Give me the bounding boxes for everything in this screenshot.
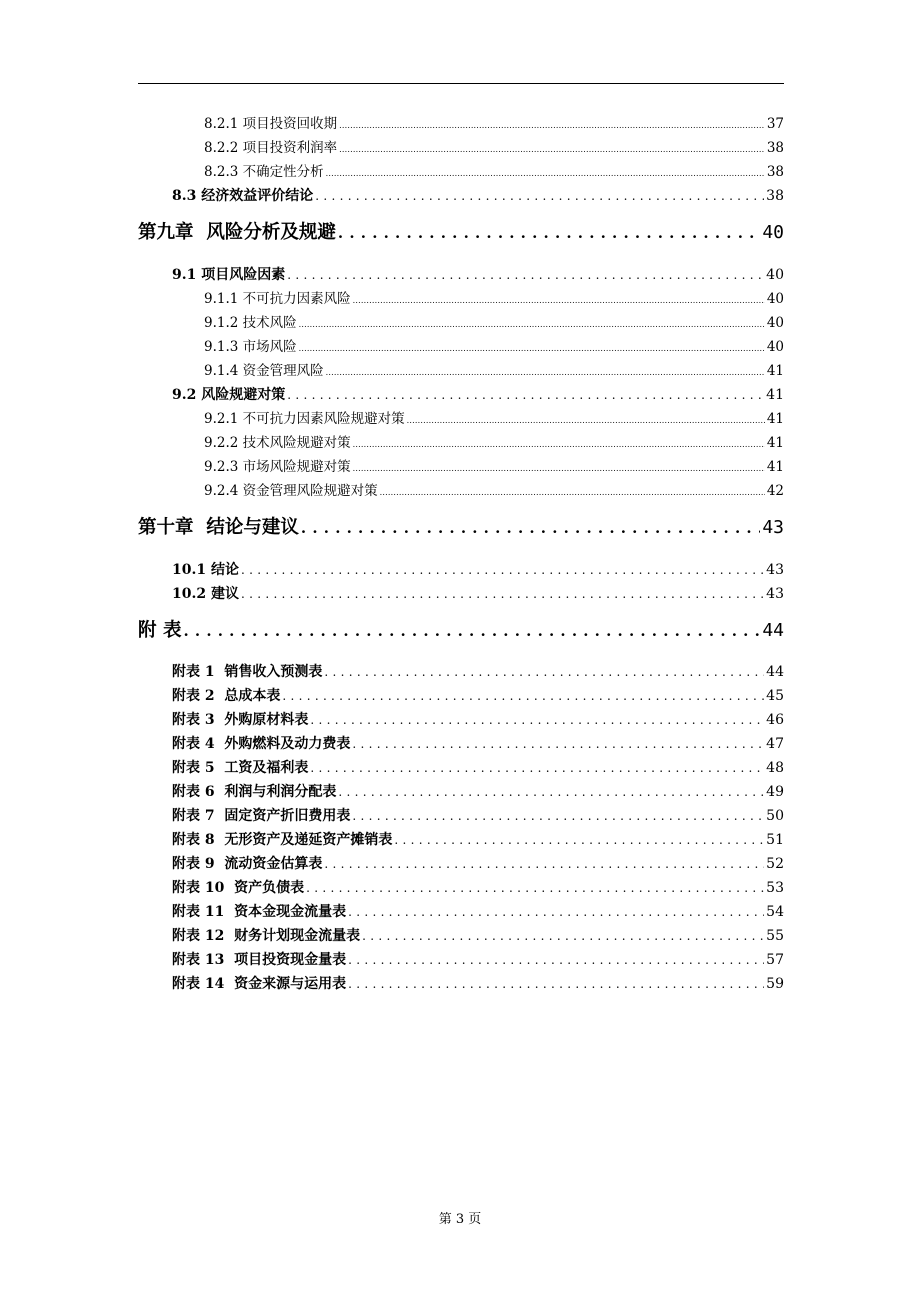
toc-entry-9-1[interactable]	[138, 266, 784, 284]
toc-entry-label: 9.1.1 不可抗力因素风险	[204, 291, 351, 307]
toc-entry-label: 9.2 风险规避对策	[172, 387, 286, 403]
toc-appendix-table-11[interactable]	[138, 903, 784, 921]
toc-page-number: 41	[766, 411, 784, 427]
table-of-contents	[138, 0, 784, 1302]
toc-page-number: 44	[762, 620, 784, 641]
dot-leader	[310, 759, 764, 777]
dot-leader	[324, 663, 764, 681]
toc-page-number: 44	[766, 664, 784, 680]
toc-page-number: 54	[766, 904, 784, 920]
toc-page-number: 43	[766, 586, 784, 602]
toc-page-number: 50	[766, 808, 784, 824]
toc-appendix-table-13[interactable]	[138, 951, 784, 969]
dot-leader	[306, 879, 764, 897]
toc-page-number: 45	[766, 688, 784, 704]
toc-entry-8-2-1[interactable]	[138, 115, 784, 135]
toc-entry-9-1-4[interactable]	[138, 362, 784, 382]
toc-entry-8-2-2[interactable]	[138, 139, 784, 159]
toc-entry-label: 9.1 项目风险因素	[172, 267, 286, 283]
toc-page-number: 52	[766, 856, 784, 872]
dot-leader	[241, 585, 764, 603]
dot-leader	[394, 831, 764, 849]
toc-entry-label: 第十章 结论与建议	[138, 517, 299, 538]
toc-page-number: 42	[766, 483, 784, 499]
toc-entry-label: 附表 2 总成本表	[172, 688, 281, 704]
toc-entry-label: 8.3 经济效益评价结论	[172, 188, 314, 204]
toc-entry-label: 8.2.3 不确定性分析	[204, 164, 324, 180]
toc-appendix-table-1[interactable]	[138, 663, 784, 681]
toc-entry-label: 8.2.2 项目投资利润率	[204, 140, 338, 156]
toc-page-number: 41	[766, 387, 784, 403]
toc-page-number: 41	[766, 435, 784, 451]
toc-appendix-table-5[interactable]	[138, 759, 784, 777]
toc-page-number: 43	[762, 517, 784, 538]
toc-entry-label: 附表 3 外购原材料表	[172, 712, 309, 728]
toc-page-number: 40	[766, 315, 784, 331]
toc-entry-label: 9.2.3 市场风险规避对策	[204, 459, 351, 475]
toc-entry-label: 附表 1 销售收入预测表	[172, 664, 323, 680]
toc-appendix-table-7[interactable]	[138, 807, 784, 825]
toc-entry-8-3[interactable]	[138, 187, 784, 205]
toc-page-number: 40	[766, 267, 784, 283]
dot-leader	[348, 903, 764, 921]
toc-entry-9-2-1[interactable]	[138, 410, 784, 430]
dot-leader	[352, 807, 764, 825]
toc-entry-9-1-1[interactable]	[138, 290, 784, 310]
toc-page-number: 40	[766, 339, 784, 355]
toc-page-number: 53	[766, 880, 784, 896]
toc-page-number: 38	[766, 140, 784, 156]
dot-leader	[315, 187, 764, 205]
dot-leader	[348, 951, 764, 969]
toc-entry-9-2[interactable]	[138, 386, 784, 404]
dot-leader	[348, 975, 764, 993]
toc-entry-9-2-3[interactable]	[138, 458, 784, 478]
toc-entry-label: 附表 6 利润与利润分配表	[172, 784, 337, 800]
dot-leader	[324, 855, 764, 873]
toc-entry-8-2-3[interactable]	[138, 163, 784, 183]
toc-entry-label: 附表 8 无形资产及递延资产摊销表	[172, 832, 393, 848]
toc-appendix-table-14[interactable]	[138, 975, 784, 993]
toc-page-number: 43	[766, 562, 784, 578]
dot-leader	[338, 221, 760, 245]
dot-leader	[362, 927, 764, 945]
toc-page-number: 40	[762, 222, 784, 243]
dot-leader	[338, 783, 764, 801]
toc-entry-label: 附表 12 财务计划现金流量表	[172, 928, 361, 944]
toc-page-number: 41	[766, 363, 784, 379]
toc-entry-label: 附表 9 流动资金估算表	[172, 856, 323, 872]
toc-chapter-9[interactable]	[138, 221, 784, 245]
toc-appendix-table-10[interactable]	[138, 879, 784, 897]
dot-leader	[183, 619, 760, 643]
toc-entry-9-2-4[interactable]	[138, 482, 784, 502]
toc-page-number: 37	[766, 116, 784, 132]
toc-page-number: 47	[766, 736, 784, 752]
dot-leader	[407, 412, 765, 430]
toc-entry-label: 9.2.1 不可抗力因素风险规避对策	[204, 411, 405, 427]
dot-leader	[353, 292, 765, 310]
toc-chapter-10[interactable]	[138, 516, 784, 540]
dot-leader	[326, 364, 765, 382]
dot-leader	[310, 711, 764, 729]
toc-entry-label: 10.2 建议	[172, 586, 239, 602]
toc-entry-label: 9.1.2 技术风险	[204, 315, 297, 331]
page-footer-number: 第 3 页	[438, 1212, 482, 1227]
toc-page-number: 40	[766, 291, 784, 307]
toc-entry-label: 9.2.4 资金管理风险规避对策	[204, 483, 378, 499]
toc-entry-label: 附表 7 固定资产折旧费用表	[172, 808, 351, 824]
toc-appendix-table-3[interactable]	[138, 711, 784, 729]
dot-leader	[299, 340, 765, 358]
toc-page-number: 49	[766, 784, 784, 800]
toc-appendix[interactable]	[138, 619, 784, 643]
toc-entry-label: 第九章 风险分析及规避	[138, 222, 336, 243]
toc-entry-label: 9.2.2 技术风险规避对策	[204, 435, 351, 451]
toc-page-number: 51	[766, 832, 784, 848]
toc-entry-label: 10.1 结论	[172, 562, 239, 578]
toc-entry-label: 附 表	[138, 620, 182, 641]
toc-appendix-table-6[interactable]	[138, 783, 784, 801]
dot-leader	[299, 316, 765, 334]
toc-entry-label: 9.1.4 资金管理风险	[204, 363, 324, 379]
toc-entry-9-2-2[interactable]	[138, 434, 784, 454]
toc-entry-label: 附表 5 工资及福利表	[172, 760, 309, 776]
toc-entry-label: 附表 4 外购燃料及动力费表	[172, 736, 351, 752]
toc-entry-9-1-3[interactable]	[138, 338, 784, 358]
dot-leader	[380, 484, 765, 502]
toc-page-number: 46	[766, 712, 784, 728]
toc-page-number: 38	[766, 164, 784, 180]
dot-leader	[339, 141, 765, 159]
toc-entry-label: 附表 13 项目投资现金量表	[172, 952, 347, 968]
toc-appendix-table-9[interactable]	[138, 855, 784, 873]
dot-leader	[287, 386, 764, 404]
toc-page-number: 55	[766, 928, 784, 944]
toc-appendix-table-12[interactable]	[138, 927, 784, 945]
toc-entry-label: 8.2.1 项目投资回收期	[204, 116, 338, 132]
dot-leader	[352, 735, 764, 753]
toc-appendix-table-2[interactable]	[138, 687, 784, 705]
dot-leader	[282, 687, 764, 705]
toc-entry-10-1[interactable]	[138, 561, 784, 579]
toc-entry-label: 附表 10 资产负债表	[172, 880, 305, 896]
dot-leader	[241, 561, 764, 579]
toc-entry-9-1-2[interactable]	[138, 314, 784, 334]
toc-page-number: 41	[766, 459, 784, 475]
toc-appendix-table-4[interactable]	[138, 735, 784, 753]
dot-leader	[353, 436, 765, 454]
toc-page-number: 57	[766, 952, 784, 968]
dot-leader	[353, 460, 765, 478]
toc-entry-label: 附表 11 资本金现金流量表	[172, 904, 347, 920]
toc-entry-10-2[interactable]	[138, 585, 784, 603]
toc-appendix-table-8[interactable]	[138, 831, 784, 849]
toc-page-number: 48	[766, 760, 784, 776]
dot-leader	[326, 165, 765, 183]
toc-entry-label: 9.1.3 市场风险	[204, 339, 297, 355]
toc-entry-label: 附表 14 资金来源与运用表	[172, 976, 347, 992]
toc-page-number: 38	[766, 188, 784, 204]
dot-leader	[339, 117, 765, 135]
dot-leader	[287, 266, 764, 284]
dot-leader	[301, 516, 760, 540]
toc-page-number: 59	[766, 976, 784, 992]
